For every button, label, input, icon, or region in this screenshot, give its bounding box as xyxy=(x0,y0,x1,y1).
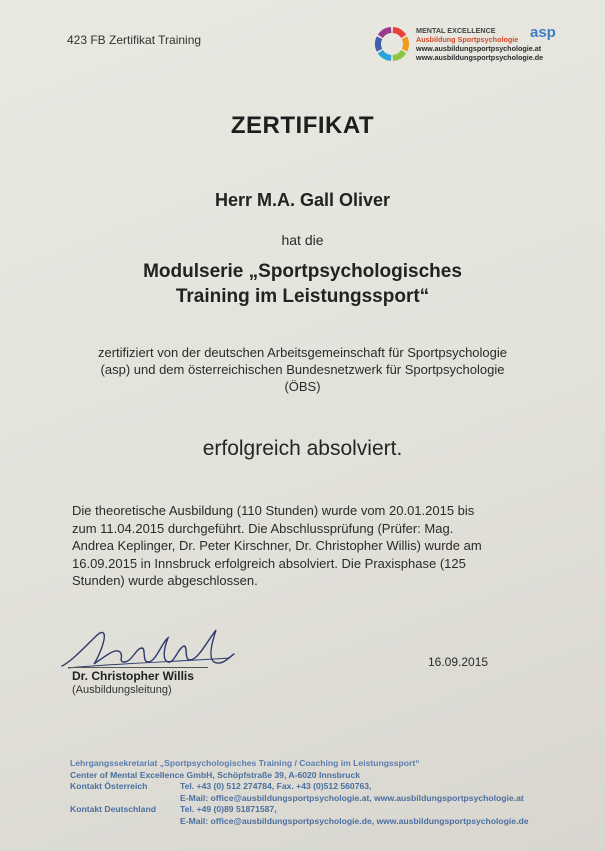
logo-brand: MENTAL EXCELLENCE xyxy=(416,26,496,35)
footer-row-de-email xyxy=(70,815,529,828)
logo-web-de: www.ausbildungsportpsychologie.de xyxy=(416,53,544,62)
footer-contact xyxy=(70,758,529,828)
mental-excellence-logo xyxy=(372,24,572,70)
footer-at-email: E-Mail: office@ausbildungsportpsychologie.at, www.ausbildungsportpsychologie.at xyxy=(180,792,524,803)
module-title xyxy=(0,259,605,309)
document-reference: 423 FB Zertifikat Training xyxy=(67,33,202,47)
handwritten-signature xyxy=(58,618,238,674)
footer-de-tel: Tel. +49 (0)89 51871587, xyxy=(180,804,277,815)
certificate-title: ZERTIFIKAT xyxy=(230,112,375,139)
details-line5: Stunden) wurde abgeschlossen. xyxy=(72,573,258,588)
certification-line1: zertifiziert von der deutschen Arbeitsgemeinschaft für Sportpsychologie xyxy=(98,345,507,360)
logo-ring-segment xyxy=(405,38,406,51)
logo-asp-mark: asp xyxy=(530,24,556,41)
signer-role: (Ausbildungsleitung) xyxy=(72,684,172,696)
recipient-name: Herr M.A. Gall Oliver xyxy=(214,190,391,210)
details-line3: Andrea Keplinger, Dr. Peter Kirschner, Dr. Christopher Willis) wurde am xyxy=(72,538,482,553)
footer-de-email: E-Mail: office@ausbildungsportpsychologie.de, www.ausbildungsportpsychologie.de xyxy=(180,815,529,826)
logo-subtitle: Ausbildung Sportpsychologie xyxy=(416,35,519,44)
footer-label-germany: Kontakt Deutschland xyxy=(70,804,156,815)
signature-line xyxy=(68,667,208,668)
intro-text: hat die xyxy=(281,232,324,248)
logo-web-at: www.ausbildungsportpsychologie.at xyxy=(416,44,542,53)
footer-label-austria: Kontakt Österreich xyxy=(70,781,148,792)
module-title-line2: Training im Leistungssport“ xyxy=(175,286,430,307)
footer-row-at-email xyxy=(70,792,524,805)
details-line2: zum 11.04.2015 durchgeführt. Die Abschlussprüfung (Prüfer: Mag. xyxy=(72,520,454,536)
signer-name: Dr. Christopher Willis xyxy=(72,669,194,683)
footer-heading: Lehrgangssekretariat „Sportpsychologisches Training / Coaching im Leistungssport“ xyxy=(70,758,420,768)
logo-ring-segment xyxy=(380,30,391,36)
logo-ring-segment xyxy=(380,52,391,58)
logo-ring-segment xyxy=(393,52,404,58)
certification-line2: (asp) und dem österreichischen Bundesnetzwerk für Sportpsychologie xyxy=(100,362,505,377)
footer-at-tel: Tel. +43 (0) 512 274784, Fax. +43 (0)512 560763, xyxy=(180,781,372,792)
certificate-date: 16.09.2015 xyxy=(428,655,489,669)
footer-row-de-tel xyxy=(70,804,420,816)
training-details xyxy=(72,502,542,590)
footer-company: Center of Mental Excellence GmbH, Schöpfstraße 39, A-6020 Innsbruck xyxy=(70,769,361,780)
details-line4: 16.09.2015 in Innsbruck erfolgreich absolviert. Die Praxisphase (125 xyxy=(72,555,466,571)
logo-ring-segment xyxy=(378,38,379,51)
logo-ring-segment xyxy=(393,30,404,36)
module-title-line1: Modulserie „Sportpsychologisches xyxy=(143,261,462,282)
logo-ring-icon xyxy=(372,24,412,64)
certification-statement xyxy=(60,344,545,395)
logo-text xyxy=(416,26,543,62)
certification-line3: (ÖBS) xyxy=(284,379,321,394)
result-text: erfolgreich absolviert. xyxy=(202,437,403,460)
footer-row-at-tel xyxy=(70,781,420,793)
details-line1: Die theoretische Ausbildung (110 Stunden) wurde vom 20.01.2015 bis xyxy=(72,503,475,518)
